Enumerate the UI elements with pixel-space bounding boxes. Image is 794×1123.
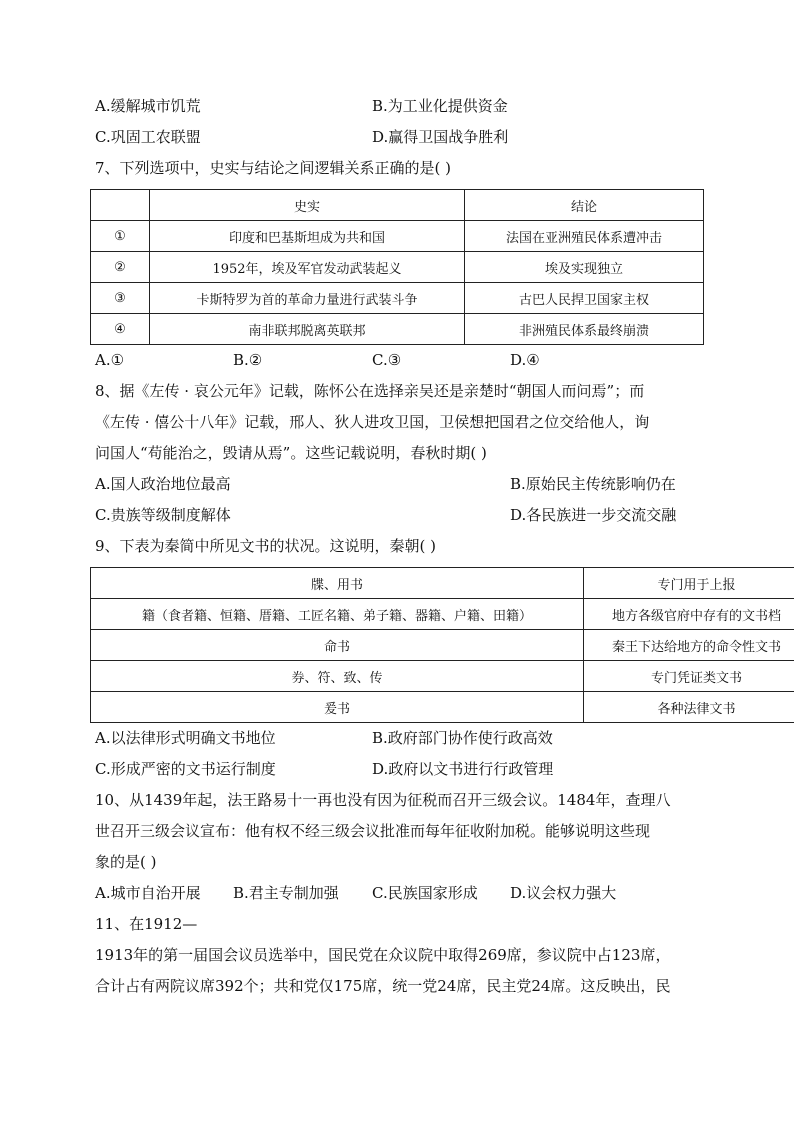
row-number: ① bbox=[91, 221, 150, 252]
q8-stem-line-2: 《左传 · 僖公十八年》记载，邢人、狄人进攻卫国，卫侯想把国君之位交给他人，询 bbox=[95, 413, 650, 431]
q9-option-d: D.政府以文书进行行政管理 bbox=[372, 760, 554, 778]
q8-option-b: B.原始民主传统影响仍在 bbox=[510, 475, 676, 493]
q7-option-a: A.① bbox=[95, 351, 125, 369]
conclusion-cell: 法国在亚洲殖民体系遭冲击 bbox=[465, 221, 704, 252]
q6-option-b: B.为工业化提供资金 bbox=[372, 97, 508, 115]
table-row bbox=[91, 252, 704, 283]
q11-stem-line-2: 1913年的第一届国会议员选举中，国民党在众议院中取得269席，参议院中占123席， bbox=[95, 946, 671, 964]
q10-option-a: A.城市自治开展 bbox=[95, 884, 201, 902]
q9-option-a: A.以法律形式明确文书地位 bbox=[95, 729, 276, 747]
table-header-cell bbox=[91, 190, 150, 221]
table-header-cell: 史实 bbox=[150, 190, 465, 221]
q7-option-d: D.④ bbox=[510, 351, 540, 369]
q9-option-c: C.形成严密的文书运行制度 bbox=[95, 760, 276, 778]
q9-stem: 9、下表为秦简中所见文书的状况。这说明，秦朝( ) bbox=[95, 537, 437, 555]
table-row bbox=[91, 630, 794, 661]
table-row bbox=[91, 661, 794, 692]
document-description-cell: 专门凭证类文书 bbox=[584, 661, 794, 692]
table-header-cell: 结论 bbox=[465, 190, 704, 221]
document-type-cell: 券、符、致、传 bbox=[91, 661, 584, 692]
row-number: ② bbox=[91, 252, 150, 283]
conclusion-cell: 古巴人民捍卫国家主权 bbox=[465, 283, 704, 314]
fact-cell: 印度和巴基斯坦成为共和国 bbox=[150, 221, 465, 252]
table-row bbox=[91, 314, 704, 345]
q9-table bbox=[90, 567, 794, 723]
conclusion-cell: 埃及实现独立 bbox=[465, 252, 704, 283]
table-row bbox=[91, 221, 704, 252]
document-description-cell: 各种法律文书 bbox=[584, 692, 794, 723]
table-row bbox=[91, 599, 794, 630]
document-type-cell: 牒、用书 bbox=[91, 568, 584, 599]
fact-cell: 卡斯特罗为首的革命力量进行武装斗争 bbox=[150, 283, 465, 314]
q10-stem-line-1: 10、从1439年起，法王路易十一再也没有因为征税而召开三级会议。1484年，查理八 bbox=[95, 791, 671, 809]
q8-option-a: A.国人政治地位最高 bbox=[95, 475, 231, 493]
q8-option-d: D.各民族进一步交流交融 bbox=[510, 506, 677, 524]
q7-option-c: C.③ bbox=[372, 351, 402, 369]
q10-option-d: D.议会权力强大 bbox=[510, 884, 617, 902]
table-row bbox=[91, 283, 704, 314]
table-header-row bbox=[91, 190, 704, 221]
document-type-cell: 籍（食者籍、恒籍、厝籍、工匠名籍、弟子籍、器籍、户籍、田籍） bbox=[91, 599, 584, 630]
row-number: ③ bbox=[91, 283, 150, 314]
q6-option-a: A.缓解城市饥荒 bbox=[95, 97, 201, 115]
q7-option-b: B.② bbox=[233, 351, 263, 369]
q8-option-c: C.贵族等级制度解体 bbox=[95, 506, 231, 524]
document-description-cell: 专门用于上报 bbox=[584, 568, 794, 599]
row-number: ④ bbox=[91, 314, 150, 345]
q6-option-d: D.赢得卫国战争胜利 bbox=[372, 128, 509, 146]
q7-table bbox=[90, 189, 704, 345]
q10-stem-line-3: 象的是( ) bbox=[95, 853, 157, 871]
q8-stem-line-3: 问国人“苟能治之，毁请从焉”。这些记载说明，春秋时期( ) bbox=[95, 444, 487, 462]
q8-stem-line-1: 8、据《左传 · 哀公元年》记载，陈怀公在选择亲吴还是亲楚时“朝国人而问焉”；而 bbox=[95, 382, 645, 400]
q6-option-c: C.巩固工农联盟 bbox=[95, 128, 201, 146]
document-type-cell: 命书 bbox=[91, 630, 584, 661]
q11-stem-line-3: 合计占有两院议席392个；共和党仅175席，统一党24席，民主党24席。这反映出，民 bbox=[95, 977, 671, 995]
q10-stem-line-2: 世召开三级会议宣布：他有权不经三级会议批准而每年征收附加税。能够说明这些现 bbox=[95, 822, 651, 840]
conclusion-cell: 非洲殖民体系最终崩溃 bbox=[465, 314, 704, 345]
document-type-cell: 爰书 bbox=[91, 692, 584, 723]
q10-option-c: C.民族国家形成 bbox=[372, 884, 478, 902]
q9-option-b: B.政府部门协作使行政高效 bbox=[372, 729, 553, 747]
q10-option-b: B.君主专制加强 bbox=[233, 884, 339, 902]
fact-cell: 1952年，埃及军官发动武装起义 bbox=[150, 252, 465, 283]
document-description-cell: 秦王下达给地方的命令性文书 bbox=[584, 630, 794, 661]
document-description-cell: 地方各级官府中存有的文书档 bbox=[584, 599, 794, 630]
table-row bbox=[91, 692, 794, 723]
table-row bbox=[91, 568, 794, 599]
fact-cell: 南非联邦脱离英联邦 bbox=[150, 314, 465, 345]
q7-stem: 7、下列选项中，史实与结论之间逻辑关系正确的是( ) bbox=[95, 159, 452, 177]
q11-stem-line-1: 11、在1912— bbox=[95, 915, 198, 933]
